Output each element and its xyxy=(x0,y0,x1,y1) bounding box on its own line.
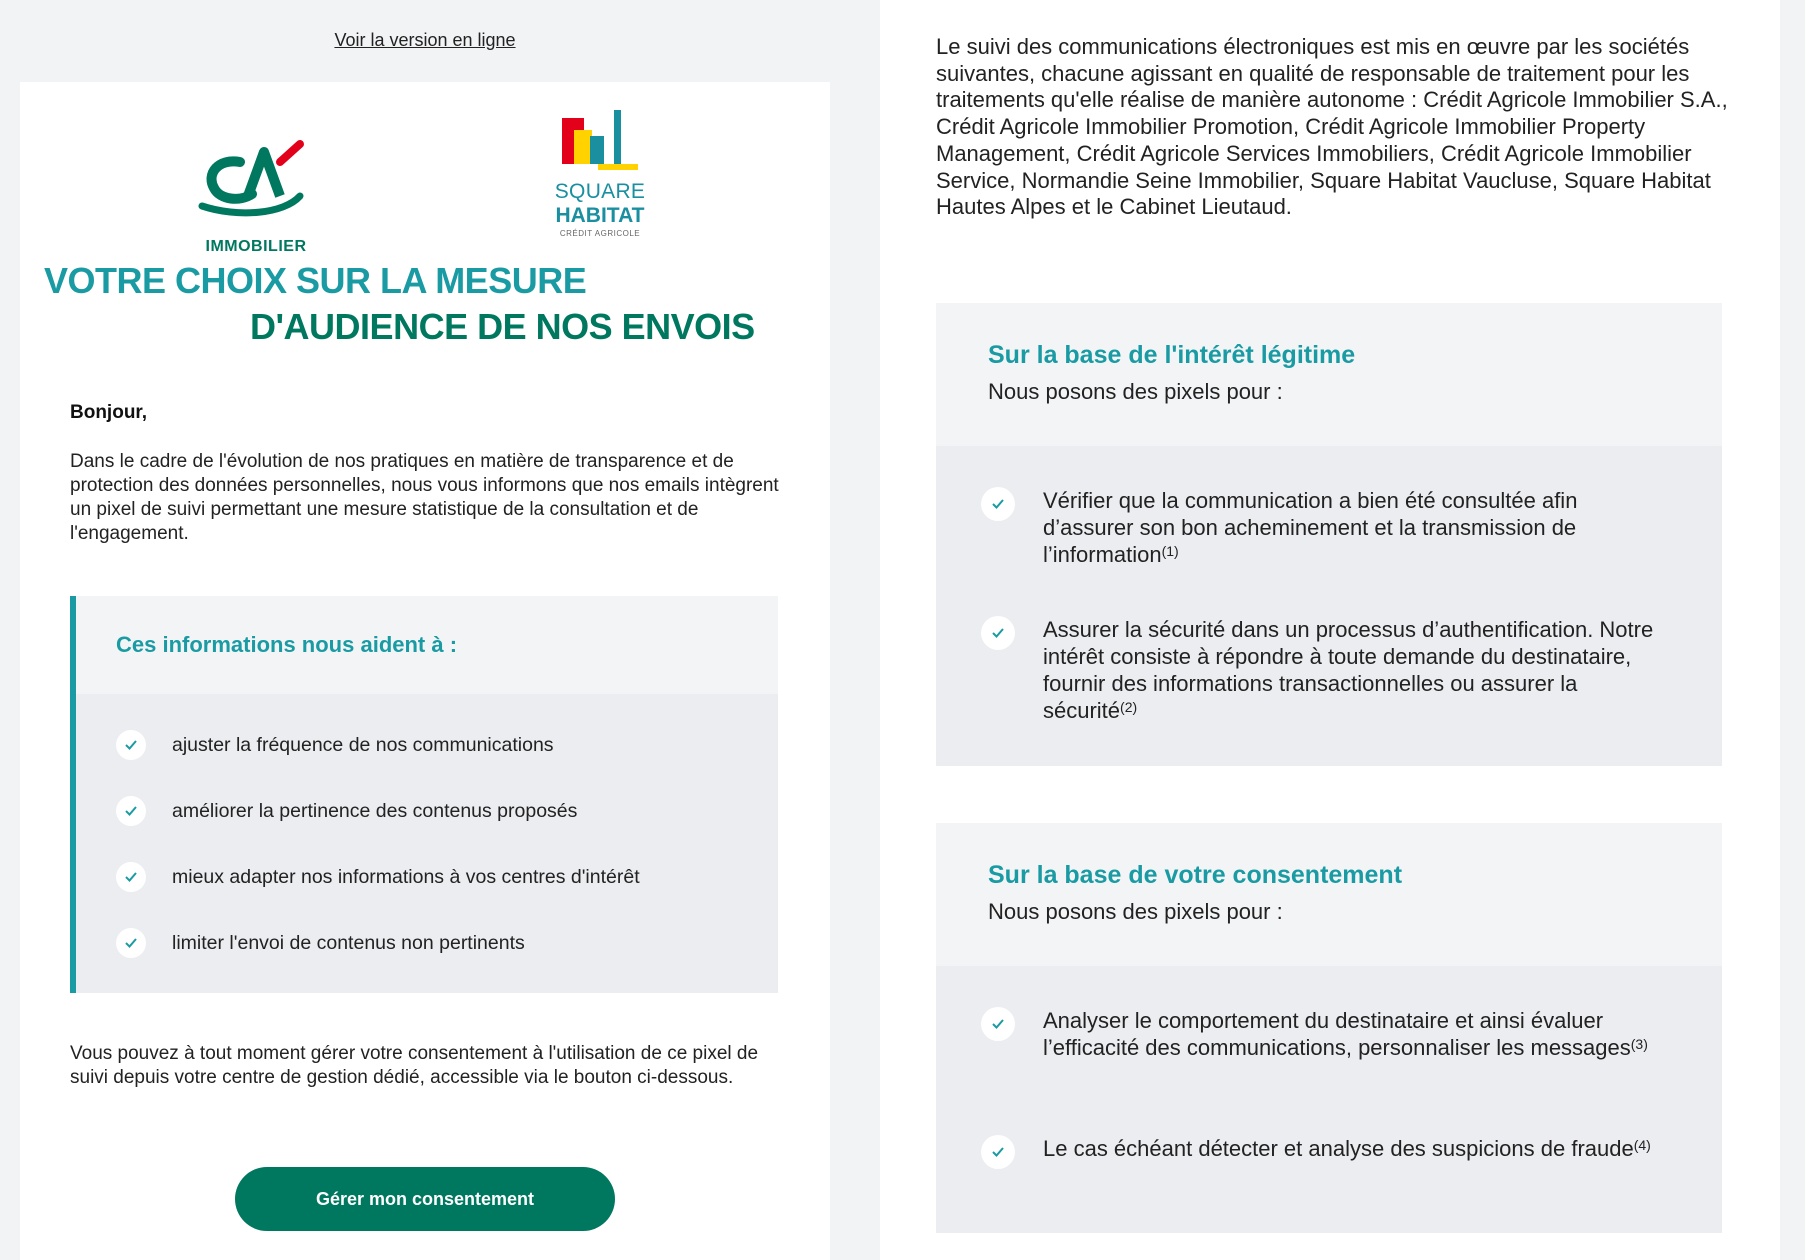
info-box xyxy=(70,596,778,993)
footnote-ref: (2) xyxy=(1120,699,1138,715)
greeting: Bonjour, xyxy=(70,402,148,423)
square-habitat-logo-icon xyxy=(550,108,650,180)
manage-consent-button[interactable]: Gérer mon consentement xyxy=(235,1167,615,1231)
list-item xyxy=(116,730,766,796)
footnote-ref: (3) xyxy=(1630,1036,1648,1052)
list-item-text: Le cas échéant détecter et analyse des suspicions de fraude$^{(4)}$ xyxy=(1043,1136,1651,1161)
email-card xyxy=(20,82,830,1260)
square-habitat-logo xyxy=(550,108,650,238)
check-icon xyxy=(981,1135,1015,1169)
check-icon xyxy=(116,796,146,826)
title-line2: D'AUDIENCE DE NOS ENVOIS xyxy=(250,306,755,347)
list-item-text: limiter l'envoi de contenus non pertinents xyxy=(172,932,525,954)
check-icon xyxy=(981,616,1015,650)
list-item-text: ajuster la fréquence de nos communications xyxy=(172,734,554,756)
list-item-text: mieux adapter nos informations à vos centres d'intérêt xyxy=(172,866,640,888)
footnote-ref: (4) xyxy=(1633,1137,1651,1153)
list-item-text: Vérifier que la communication a bien été consultée afin d’assurer son bon acheminement et la transmission de l’information$^{(1)}$ xyxy=(1043,488,1578,567)
square-logo-line3: CRÉDIT AGRICOLE xyxy=(559,229,641,238)
info-box-header xyxy=(76,596,778,694)
check-icon xyxy=(116,928,146,958)
panel-header xyxy=(936,303,1722,446)
right-gutter xyxy=(1780,0,1805,1260)
check-icon xyxy=(116,730,146,760)
legitimate-interest-panel xyxy=(936,303,1722,766)
list-item xyxy=(116,862,766,928)
companies-paragraph: Le suivi des communications électroniques est mis en œuvre par les sociétés suivantes, chacune agissant en qualité de responsable de traitement pour les traitements qu'elle réalise de manière autonome : Crédit Agricole Immobilier S.A., Crédit Agricole Immobilier Promotion, Crédit Agricole Immobilier Property Management, Crédit Agricole Services Immobiliers, Crédit Agricole Immobilier Service, Normandie Seine Immobilier, Square Habitat Vaucluse, Square Habitat Hautes Alpes et le Cabinet Lieutaud. xyxy=(936,34,1728,220)
square-logo-line1: SQUARE xyxy=(554,180,646,203)
consent-panel xyxy=(936,823,1722,1233)
panel-header xyxy=(936,823,1722,966)
credit-agricole-immobilier-logo xyxy=(188,122,324,255)
info-box-list xyxy=(116,730,766,994)
ca-logo-text: IMMOBILIER xyxy=(205,238,307,255)
panel-title: Sur la base de l'intérêt légitime xyxy=(988,341,1356,369)
info-box-title: Ces informations nous aident à : xyxy=(116,632,458,657)
check-icon xyxy=(116,862,146,892)
list-item-text: Assurer la sécurité dans un processus d’authentification. Notre intérêt consiste à répondre à toute demande du destinataire, fournir des informations transactionnelles ou assurer la sécurité$^{(2)}$ xyxy=(1043,617,1654,723)
list-item-text: Analyser le comportement du destinataire et ainsi évaluer l’efficacité des communications, personnaliser les messages$^{(3)}$ xyxy=(1043,1008,1648,1060)
check-icon xyxy=(981,487,1015,521)
outro-paragraph: Vous pouvez à tout moment gérer votre consentement à l'utilisation de ce pixel de suivi depuis votre centre de gestion dédié, accessible via le bouton ci-dessous. xyxy=(70,1043,759,1088)
intro-paragraph: Dans le cadre de l'évolution de nos pratiques en matière de transparence et de protection des données personnelles, nous vous informons que nos emails intègrent un pixel de suivi permettant une mesure statistique de la consultation et de l'engagement. xyxy=(70,451,779,544)
list-item xyxy=(116,796,766,862)
title-line1: VOTRE CHOIX SUR LA MESURE xyxy=(44,260,587,301)
panel-subtitle: Nous posons des pixels pour : xyxy=(988,379,1283,404)
list-item xyxy=(116,928,766,994)
view-online-link[interactable]: Voir la version en ligne xyxy=(334,30,516,50)
footnote-ref: (1) xyxy=(1161,543,1179,559)
panel-title: Sur la base de votre consentement xyxy=(988,861,1403,889)
ca-logo-icon xyxy=(188,122,324,232)
square-logo-line2: HABITAT xyxy=(555,204,645,227)
check-icon xyxy=(981,1007,1015,1041)
panel-subtitle: Nous posons des pixels pour : xyxy=(988,899,1283,924)
list-item-text: améliorer la pertinence des contenus proposés xyxy=(172,800,578,822)
